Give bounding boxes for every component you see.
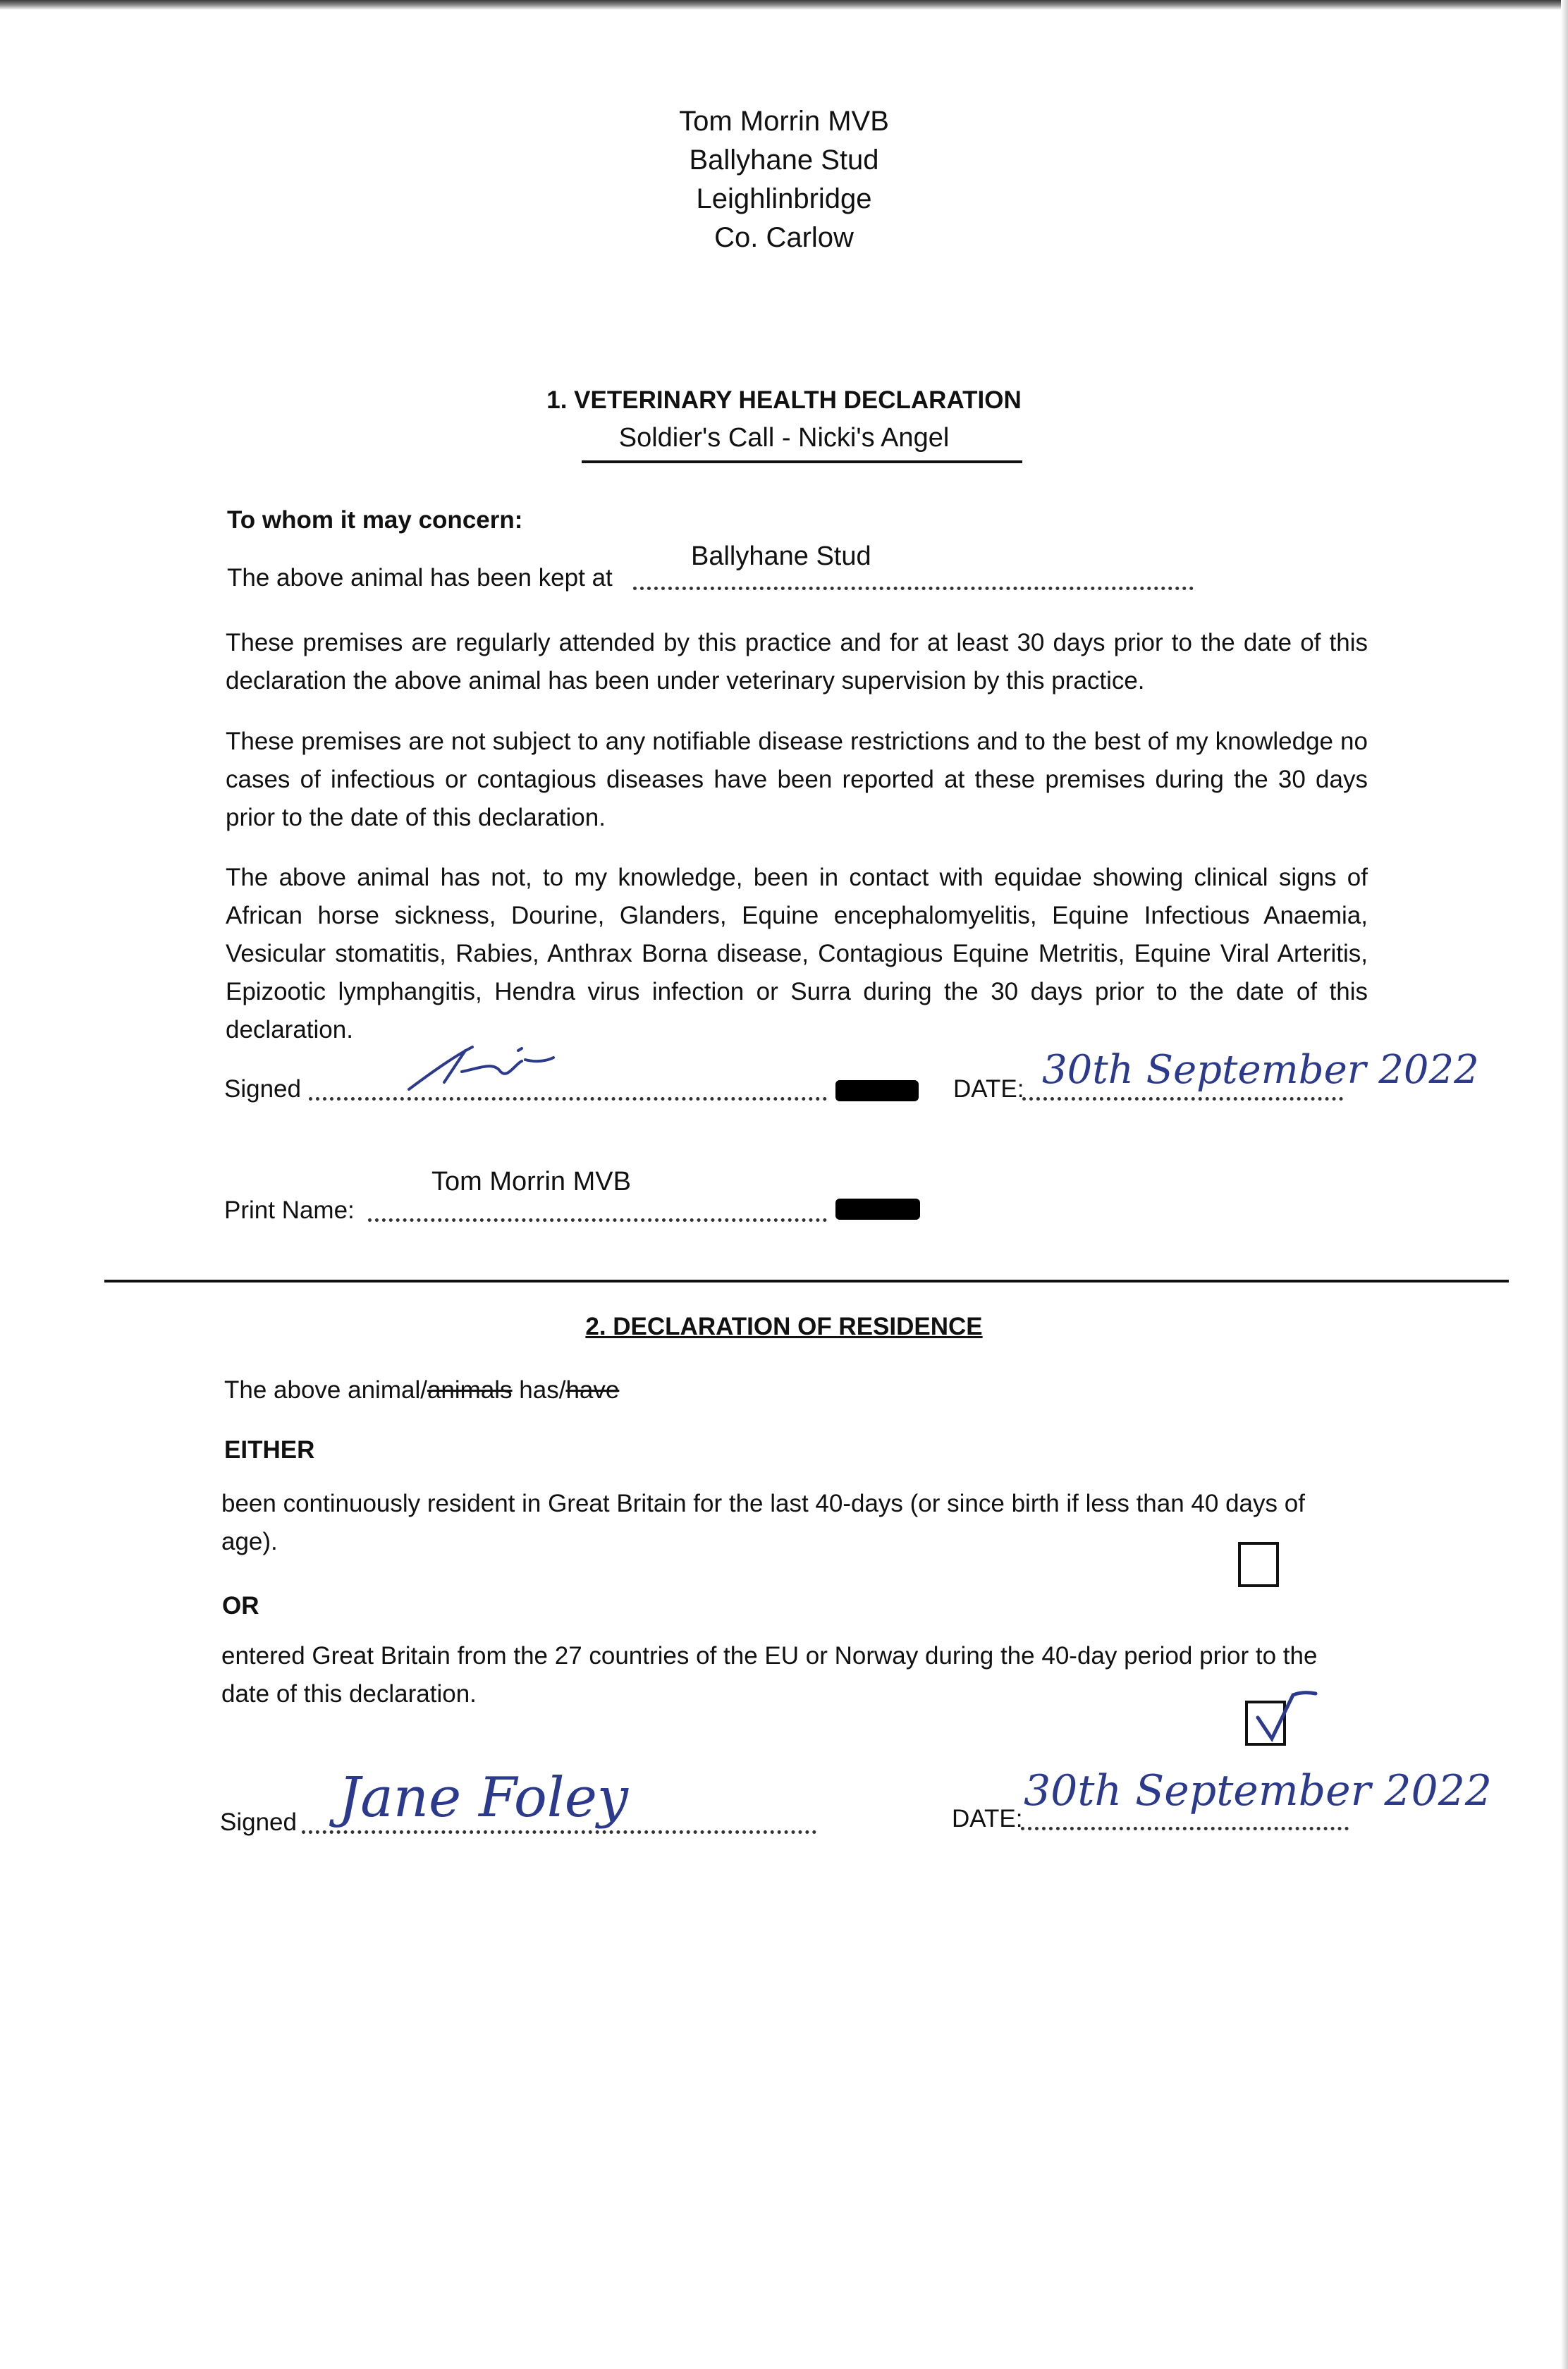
print-name-value: Tom Morrin MVB [431, 1167, 631, 1196]
header-county: Co. Carlow [714, 222, 854, 253]
section-divider [104, 1280, 1509, 1283]
checkmark-icon [1245, 1689, 1323, 1749]
para-disease-contact: The above animal has not, to my knowledge, been in contact with equidae showing clinical signs of African horse sickness, Dourine, Glanders, Equine encephalomyelitis, Equine Infectious Anaemia, Vesicular stomatitis, Rabies, Anthrax Borna disease, Contagious Equine Metritis, Equine Viral Arteritis, Epizootic lymphangitis, Hendra virus infection or Surra during the 30 days prior to the date of this declaration. [226, 864, 1368, 1043]
vet-signed-dots [309, 1097, 827, 1101]
option2-text: entered Great Britain from the 27 countries of the EU or Norway during the 40-day period prior to the date of this declaration. [221, 1642, 1318, 1708]
owner-signed-dots [302, 1830, 816, 1834]
kept-at-value: Ballyhane Stud [691, 541, 871, 571]
section1-title: 1. VETERINARY HEALTH DECLARATION [546, 386, 1022, 414]
para-restrictions: These premises are not subject to any notifiable disease restrictions and to the best of my knowledge no cases of infectious or contagious diseases have been reported at these premises during the 30 days prior to the date of this declaration. [226, 728, 1368, 831]
vet-date-value: 30th September 2022 [1042, 1047, 1479, 1093]
struck-animals: animals [427, 1376, 513, 1404]
scan-edge-right [1561, 0, 1568, 2369]
residence-intro [224, 1376, 619, 1404]
vet-signed-label: Signed [224, 1075, 301, 1103]
vet-date-label: DATE: [953, 1075, 1024, 1103]
option1-checkbox[interactable] [1238, 1542, 1279, 1587]
owner-date-value: 30th September 2022 [1024, 1766, 1493, 1816]
owner-signed-label: Signed [220, 1808, 297, 1836]
header-name: Tom Morrin MVB [679, 106, 889, 137]
header-town: Leighlinbridge [696, 183, 872, 214]
header-stud: Ballyhane Stud [689, 145, 879, 176]
owner-date-label: DATE: [952, 1805, 1023, 1832]
print-name-label: Print Name: [224, 1196, 355, 1224]
residence-intro-a: The above animal/ [224, 1376, 427, 1404]
or-label: OR [222, 1592, 259, 1620]
subtitle-underline [582, 460, 1022, 463]
print-name-dots [368, 1218, 827, 1222]
option2-checkbox[interactable] [1245, 1701, 1286, 1746]
vet-date-dots [1022, 1097, 1343, 1101]
residence-intro-b: has/ [512, 1376, 566, 1404]
kept-at-label: The above animal has been kept at [227, 564, 613, 592]
option1-text: been continuously resident in Great Britain for the last 40-days (or since birth if less than 40 days of age). [221, 1490, 1305, 1555]
either-label: EITHER [224, 1436, 315, 1464]
kept-at-dots [633, 587, 1194, 590]
section1-subtitle: Soldier's Call - Nicki's Angel [618, 423, 950, 453]
salutation: To whom it may concern: [227, 506, 523, 534]
redaction-mark-2 [835, 1199, 920, 1220]
owner-date-dots [1021, 1827, 1349, 1830]
section2-title: 2. DECLARATION OF RESIDENCE [585, 1313, 983, 1340]
para-supervision: These premises are regularly attended by this practice and for at least 30 days prior to the date of this declaration the above animal has been under veterinary supervision by this practice. [226, 629, 1368, 694]
scan-edge [0, 0, 1568, 10]
owner-signature: Jane Foley [338, 1766, 628, 1830]
struck-have: have [565, 1376, 620, 1404]
vet-signature [395, 1040, 557, 1103]
redaction-mark [835, 1080, 919, 1101]
